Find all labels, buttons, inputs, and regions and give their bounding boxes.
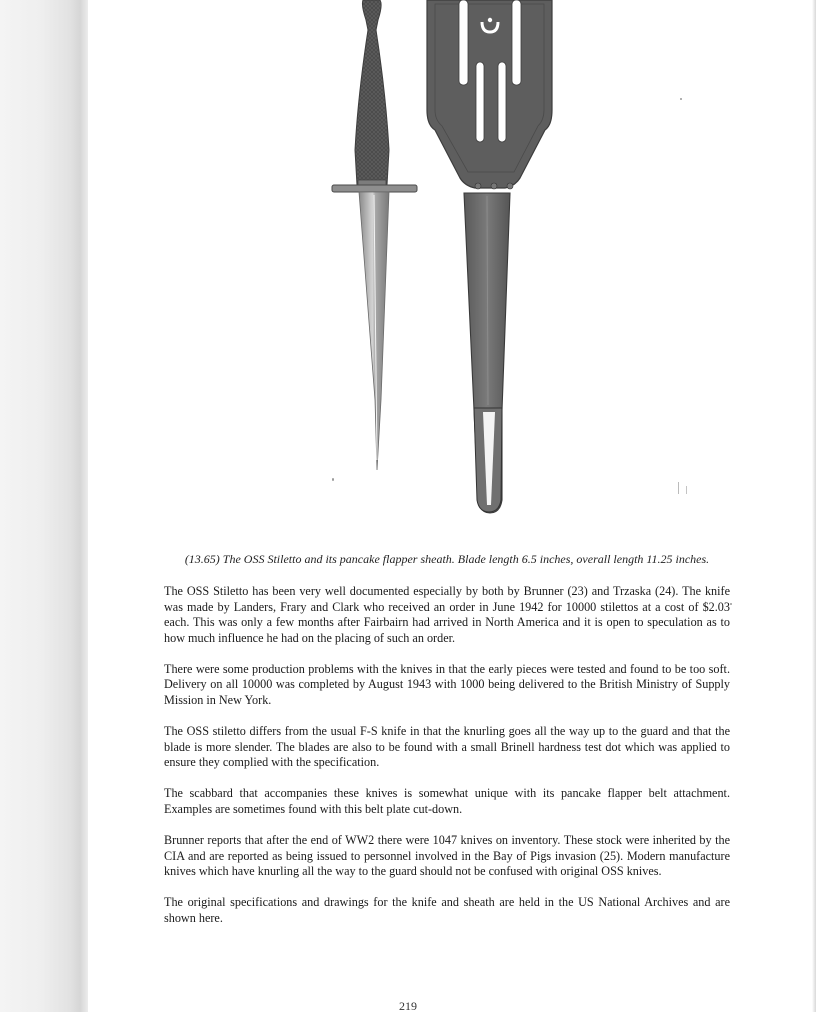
stiletto-and-sheath-photo: [300, 0, 600, 525]
sheath-belt-plate: [427, 0, 552, 188]
scan-speck: [678, 482, 679, 494]
page-edge-shadow: [812, 0, 816, 1012]
paragraph: The OSS Stiletto has been very well documented especially by both by Brunner (23) and Trzaska (24). The knife was made by Landers, Frary and Clark who received an order in June 1942 for 10000 stilettos at a cost of $2.03 each. This was only a few months after Fairbairn had arrived in North America and it is open to speculation as to how much influence he had on the placing of such an order.: [164, 584, 730, 645]
book-binding-shadow: [0, 0, 88, 1012]
knife-crossguard: [332, 185, 417, 192]
paragraph: Brunner reports that after the end of WW2 there were 1047 knives on inventory. These stock were inherited by the CIA and are reported as being issued to personnel involved in the Bay of Pigs invasion (25). Modern manufacture knives which have knurling all the way to the guard should not be confused with original OSS knives.: [164, 833, 730, 879]
paragraph: The scabbard that accompanies these knives is somewhat unique with its pancake flapper belt attachment. Examples are sometimes found with this belt plate cut-down.: [164, 786, 730, 817]
pancake-flapper-sheath: [427, 0, 552, 513]
scan-speck: [332, 478, 334, 481]
figure-caption: (13.65) The OSS Stiletto and its pancake flapper sheath. Blade length 6.5 inches, overall length 11.25 inches.: [184, 552, 710, 566]
scan-speck: [680, 98, 682, 100]
scan-speck: [730, 603, 732, 605]
scan-speck: [686, 486, 687, 494]
stiletto-knife: [332, 0, 417, 470]
paragraph: The original specifications and drawings for the knife and sheath are held in the US National Archives and are shown here.: [164, 895, 730, 925]
paragraph: There were some production problems with the knives in that the early pieces were tested and found to be too soft. Delivery on all 10000 was completed by August 1943 with 1000 being delivered to the British Ministry of Supply Mission in New York.: [164, 661, 730, 708]
article-body: [164, 584, 730, 942]
page-number: 219: [399, 999, 417, 1013]
paragraph: The OSS stiletto differs from the usual F-S knife in that the knurling goes all the way up to the guard and that the blade is more slender. The blades are also to be found with a small Brinell hardness test dot which was applied to ensure they complied with the specification.: [164, 724, 730, 770]
knife-grip: [355, 0, 389, 185]
